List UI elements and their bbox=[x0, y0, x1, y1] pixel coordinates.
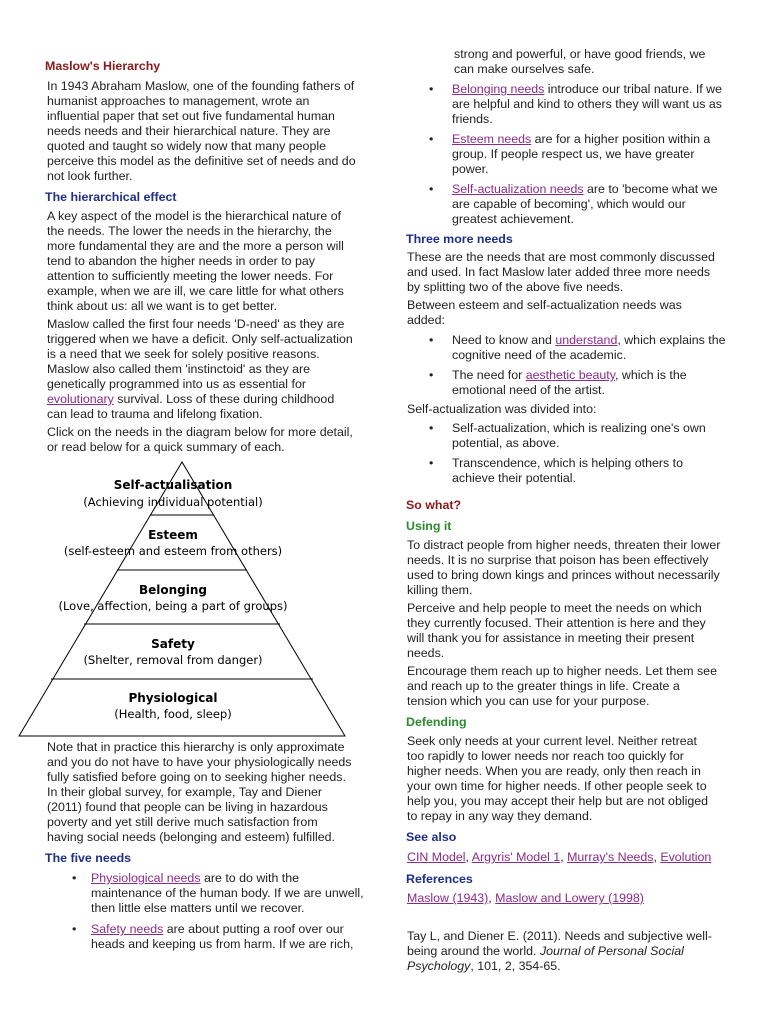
heading-so-what: So what? bbox=[406, 498, 462, 512]
five-needs-list-a bbox=[47, 871, 367, 952]
pyramid-level-desc-self-actualisation: (Achieving individual potential) bbox=[83, 495, 263, 509]
safety-continuation: strong and powerful, or have good friends, we can make ourselves safe. bbox=[454, 47, 706, 76]
reference-links bbox=[407, 891, 727, 906]
need-text: are to do with the maintenance of the human body. If we are unwell, then little else matters until we recover. bbox=[91, 871, 364, 915]
divided-text: Transcendence, which is helping others to achieve their potential. bbox=[452, 456, 683, 485]
link-physiological-needs[interactable]: Physiological needs bbox=[91, 871, 201, 885]
hierarchy-text-b: survival. Loss of these during childhood can lead to trauma and lifelong fixation. bbox=[47, 392, 335, 421]
intro-paragraph: In 1943 Abraham Maslow, one of the founding fathers of humanist approaches to management, wrote an influential paper that set out five fundamental human needs needs and their hierarchical nature. They are quoted and taught so widely now that many people perceive this model as the definitive set of needs and do not look further. bbox=[47, 79, 356, 183]
pyramid-svg bbox=[17, 460, 347, 740]
bullet-icon: • bbox=[429, 132, 434, 146]
list-item bbox=[47, 871, 367, 916]
heading-see-also: See also bbox=[406, 830, 457, 844]
link-maslow-1943[interactable]: Maslow (1943) bbox=[407, 891, 489, 905]
link-aesthetic-beauty[interactable]: aesthetic beauty bbox=[525, 368, 616, 382]
using-paragraph-1: To distract people from higher needs, threaten their lower needs. It is no surprise that poison has been effectively used to bring down kings and princes without necessarily killing them. bbox=[407, 538, 721, 597]
citation-text-b: , 101, 2, 354-65. bbox=[470, 959, 561, 973]
divided-text: Self-actualization, which is realizing one's own potential, as above. bbox=[452, 421, 706, 450]
heading-using-it: Using it bbox=[406, 519, 452, 533]
three-needs-paragraph-2: Between esteem and self-actualization needs was added: bbox=[407, 298, 682, 327]
three-needs-paragraph-1: These are the needs that are most commonly discussed and used. In fact Maslow later added three more needs by splitting two of the above five needs. bbox=[407, 250, 715, 294]
heading-defending: Defending bbox=[406, 715, 467, 729]
link-murrays-needs[interactable]: Murray's Needs bbox=[567, 850, 654, 864]
need-text: are for a higher position within a group. If people respect us, we have greater power. bbox=[452, 132, 711, 176]
bullet-icon: • bbox=[429, 456, 434, 470]
separator: , bbox=[465, 850, 472, 864]
need-text: introduce our tribal nature. If we are helpful and kind to others they will want us as friends. bbox=[452, 82, 723, 126]
link-evolution[interactable]: Evolution bbox=[660, 850, 712, 864]
pyramid-level-name-self-actualisation[interactable]: Self-actualisation bbox=[113, 478, 233, 492]
citation-text-a: Tay L, and Diener E. (2011). Needs and subjective well-being around the world. bbox=[407, 929, 712, 958]
need-text: are about putting a roof over our heads and keeping us from harm. If we are rich, bbox=[91, 922, 354, 951]
list-item bbox=[407, 82, 727, 127]
link-evolutionary[interactable]: evolutionary bbox=[47, 392, 114, 406]
divided-needs-list bbox=[407, 421, 727, 486]
pyramid-level-desc-esteem: (self-esteem and esteem from others) bbox=[63, 544, 283, 558]
hierarchy-paragraph-2 bbox=[47, 317, 353, 422]
link-esteem-needs[interactable]: Esteem needs bbox=[452, 132, 532, 146]
link-maslow-lowery-1998[interactable]: Maslow and Lowery (1998) bbox=[495, 891, 644, 905]
page-title: Maslow's Hierarchy bbox=[45, 59, 161, 73]
heading-references: References bbox=[406, 872, 473, 886]
heading-three-more-needs: Three more needs bbox=[406, 232, 513, 246]
three-needs-paragraph-3: Self-actualization was divided into: bbox=[407, 402, 597, 416]
hierarchy-paragraph-1: A key aspect of the model is the hierarchical nature of the needs. The lower the needs in the hierarchy, the more fundamental they are and the more a person will tend to abandon the higher needs in order to pay attention to sufficiently meeting the lower needs. For example, when we are ill, we care little for what others think about us: all we want is to get better. bbox=[47, 209, 344, 313]
bullet-icon: • bbox=[429, 182, 434, 196]
click-instruction: Click on the needs in the diagram below for more detail, or read below for a quick summary of each. bbox=[47, 425, 353, 454]
using-paragraph-3: Encourage them reach up to higher needs. Let them see and reach up to the greater things in life. Create a tension which you can use for your purpose. bbox=[407, 664, 717, 708]
pyramid-level-name-physiological[interactable]: Physiological bbox=[128, 691, 218, 705]
link-safety-needs[interactable]: Safety needs bbox=[91, 922, 164, 936]
pyramid-level-name-safety[interactable]: Safety bbox=[151, 637, 195, 651]
added-text-post: , which is the emotional need of the artist. bbox=[452, 368, 687, 397]
pyramid-level-desc-belonging: (Love, affection, being a part of groups) bbox=[58, 599, 288, 613]
list-item bbox=[407, 333, 727, 363]
need-text: are to 'become what we are capable of becoming', which would our greatest achievement. bbox=[452, 182, 718, 226]
link-self-actualization-needs[interactable]: Self-actualization needs bbox=[452, 182, 584, 196]
using-paragraph-2: Perceive and help people to meet the needs on which they currently focused. Their attention is here and they will thank you for assistance in meeting their present needs. bbox=[407, 601, 706, 660]
defending-paragraph: Seek only needs at your current level. Neither retreat too rapidly to lower needs nor reach too quickly for higher needs. When you are ready, only then reach in your own time for higher needs. If other people seek to help you, you may accept their help but are not obliged to repay in any way they demand. bbox=[407, 734, 709, 823]
bullet-icon: • bbox=[429, 421, 434, 435]
bullet-icon: • bbox=[429, 368, 434, 382]
pyramid-level-desc-physiological: (Health, food, sleep) bbox=[114, 707, 232, 721]
maslow-pyramid bbox=[47, 460, 360, 738]
heading-five-needs: The five needs bbox=[45, 851, 132, 865]
list-item bbox=[407, 182, 727, 227]
bullet-icon: • bbox=[429, 333, 434, 347]
pyramid-level-desc-safety: (Shelter, removal from danger) bbox=[83, 653, 263, 667]
link-cin-model[interactable]: CIN Model bbox=[407, 850, 466, 864]
list-item bbox=[407, 132, 727, 177]
bullet-icon: • bbox=[429, 82, 434, 96]
five-needs-list-b bbox=[407, 82, 727, 227]
citation-journal: Journal of Personal Social Psychology bbox=[407, 944, 684, 973]
reference-citation bbox=[407, 929, 725, 974]
added-text-post: , which explains the cognitive need of the academic. bbox=[452, 333, 726, 362]
bullet-icon: • bbox=[72, 871, 77, 885]
see-also-links bbox=[407, 850, 737, 865]
separator: , bbox=[488, 891, 496, 905]
added-text-pre: Need to know and bbox=[452, 333, 556, 347]
link-argyris-model-1[interactable]: Argyris' Model 1 bbox=[471, 850, 561, 864]
list-item bbox=[407, 421, 727, 451]
list-item bbox=[407, 368, 727, 398]
bullet-icon: • bbox=[72, 922, 77, 936]
list-item bbox=[407, 456, 727, 486]
separator: , bbox=[560, 850, 568, 864]
pyramid-level-name-belonging[interactable]: Belonging bbox=[138, 583, 208, 597]
hierarchy-text-a: Maslow called the first four needs 'D-need' as they are triggered when we have a deficit. Only self-actualization is a need that we seek for solely positive reasons. Maslow also called them 'instinctoid' as they are genetically programmed into us as essential for bbox=[47, 317, 353, 391]
list-item bbox=[47, 922, 367, 952]
link-understand[interactable]: understand bbox=[555, 333, 618, 347]
separator: , bbox=[653, 850, 661, 864]
added-needs-list bbox=[407, 333, 727, 398]
pyramid-level-name-esteem[interactable]: Esteem bbox=[148, 528, 198, 542]
added-text-pre: The need for bbox=[452, 368, 526, 382]
link-belonging-needs[interactable]: Belonging needs bbox=[452, 82, 545, 96]
note-paragraph: Note that in practice this hierarchy is only approximate and you do not have to have your physiologically needs fully satisfied before going on to seeking higher needs. In their global survey, for example, Tay and Diener (2011) found that people can be living in hazardous poverty and yet still derive much satisfaction from having social needs (belonging and esteem) fulfilled. bbox=[47, 740, 352, 844]
heading-hierarchical-effect: The hierarchical effect bbox=[45, 190, 177, 204]
